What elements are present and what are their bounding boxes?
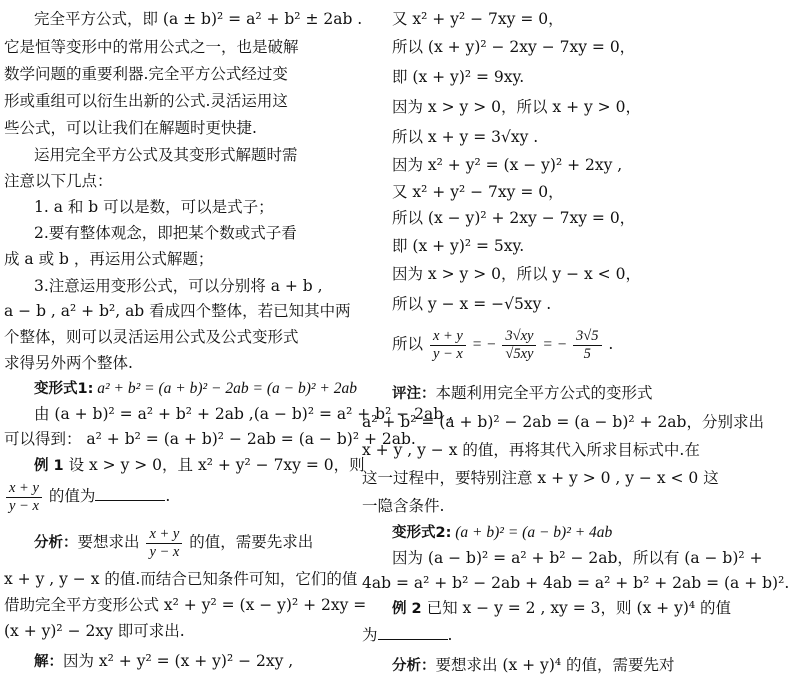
fraction-numerator: x + y — [146, 526, 182, 544]
result-fraction-1 — [430, 328, 466, 363]
analysis-1-text: 要想求出 — [77, 533, 145, 551]
example-1-text: 设 x > y > 0，且 x² + y² − 7xy = 0，则 — [63, 456, 365, 474]
variant-2-derivation-2: 4ab = a² + b² − 2ab + 4ab = a² + b² + 2ab = (a + b)². — [362, 574, 789, 592]
solution-1-label: 解： — [34, 654, 63, 670]
analysis-1-line-3: 借助完全平方变形公式 x² + y² = (x − y)² + 2xy = — [4, 596, 367, 614]
analysis-1-line-1 — [4, 524, 350, 562]
variant-1-heading — [4, 377, 357, 400]
comment-line-5: 一隐含条件. — [362, 497, 445, 515]
variant-1-label: 变形式1: — [34, 381, 94, 397]
solution-step-9: 即 (x + y)² = 5xy. — [392, 237, 525, 255]
variant-1-formula: a² + b² = (a + b)² − 2ab = (a − b)² + 2ab — [93, 380, 357, 397]
result-period: . — [603, 335, 614, 353]
solution-step-8: 所以 (x − y)² + 2xy − 7xy = 0， — [392, 209, 636, 227]
points-intro-line-1: 运用完全平方公式及其变形式解题时需 — [34, 146, 298, 164]
result-prefix: 所以 — [392, 335, 428, 353]
analysis-1-line-2: x + y , y − x 的值.而结合已知条件可知，它们的值 — [4, 570, 358, 588]
analysis-2-text: 要想求出 (x + y)⁴ 的值，需要先对 — [435, 656, 675, 674]
comment-label: 评注： — [392, 386, 436, 402]
answer-blank — [378, 625, 448, 640]
solution-step-11: 所以 y − x = −√5xy . — [392, 295, 552, 313]
solution-1-text: 因为 x² + y² = (x + y)² − 2xy , — [63, 652, 294, 670]
point-2-line-1: 2.要有整体观念，即把某个数或式子看 — [34, 224, 297, 242]
solution-step-10: 因为 x > y > 0，所以 y − x < 0， — [392, 265, 641, 283]
analysis-1-text-end: 的值，需要先求出 — [184, 533, 314, 551]
fraction-denominator: √5xy — [505, 345, 534, 362]
result-fraction-3 — [573, 328, 601, 363]
fraction-numerator: x + y — [430, 328, 466, 346]
result-equals-1: = − — [467, 336, 501, 353]
variant-1-result: 可以得到： a² + b² = (a + b)² − 2ab = (a − b)² + 2ab. — [4, 430, 416, 448]
solution-result — [362, 324, 698, 368]
variant-2-label: 变形式2: — [392, 525, 452, 541]
point-3-line-4: 求得另外两个整体. — [4, 354, 133, 372]
solution-step-6: 因为 x² + y² = (x − y)² + 2xy , — [392, 156, 623, 174]
fraction-denominator: y − x — [432, 345, 463, 362]
example-2-question: 为 — [362, 626, 378, 644]
result-equals-2: = − — [538, 336, 572, 353]
example-1-line-2 — [4, 478, 350, 516]
intro-line-3: 数学问题的重要利器.完全平方公式经过变 — [4, 65, 288, 83]
fraction-denominator: y − x — [149, 543, 180, 560]
example-1-period: . — [165, 487, 171, 505]
point-3-line-1: 3.注意运用变形公式，可以分别将 a + b , — [34, 277, 323, 295]
solution-step-4: 因为 x > y > 0，所以 x + y > 0， — [392, 98, 641, 116]
comment-line-2: a² + b² = (a + b)² − 2ab = (a − b)² + 2ab，分别求出 — [362, 413, 764, 431]
comment-line-3: x + y , y − x 的值，再将其代入所求目标式中.在 — [362, 441, 700, 459]
comment-line-4: 这一过程中，要特别注意 x + y > 0 , y − x < 0 这 — [362, 469, 719, 487]
comment-line-1 — [362, 382, 698, 405]
points-intro-line-2: 注意以下几点： — [4, 172, 113, 190]
fraction-numerator: 3√5 — [573, 328, 601, 346]
solution-step-2: 所以 (x + y)² − 2xy − 7xy = 0， — [392, 38, 636, 56]
intro-line-4: 形或重组可以衍生出新的公式.灵活运用这 — [4, 92, 288, 110]
result-fraction-2 — [502, 328, 536, 363]
example-2-label: 例 2 — [392, 601, 422, 617]
example-2-period: . — [447, 626, 453, 644]
point-2-line-2: 成 a 或 b ，再运用公式解题； — [4, 250, 214, 268]
analysis-1-label: 分析： — [34, 535, 78, 551]
example-2-line-1 — [362, 597, 732, 620]
variant-2-derivation-1: 因为 (a − b)² = a² + b² − 2ab，所以有 (a − b)² + — [392, 549, 763, 567]
point-1: 1. a 和 b 可以是数，可以是式子； — [34, 198, 274, 216]
analysis-1-line-4: (x + y)² − 2xy 即可求出. — [4, 622, 185, 640]
solution-step-7: 又 x² + y² − 7xy = 0， — [392, 183, 564, 201]
fraction-numerator: 3√xy — [502, 328, 536, 346]
example-2-line-2 — [362, 624, 698, 646]
variant-2-heading — [362, 521, 698, 544]
comment-text: 本题利用完全平方公式的变形式 — [435, 384, 653, 402]
fraction-numerator: x + y — [6, 480, 42, 498]
analysis-2-label: 分析： — [392, 658, 436, 674]
intro-line-5: 些公式，可以让我们在解题时更快捷. — [4, 119, 257, 137]
fraction-denominator: y − x — [9, 497, 39, 514]
intro-line-2: 它是恒等变形中的常用公式之一，也是破解 — [4, 38, 299, 56]
point-3-line-3: 个整体，则可以灵活运用公式及公式变形式 — [4, 328, 299, 346]
fraction-denominator: 5 — [583, 345, 591, 362]
solution-step-1: 又 x² + y² − 7xy = 0， — [392, 10, 564, 28]
solution-1-line-1 — [4, 650, 350, 673]
analysis-2-line-1 — [362, 654, 698, 677]
analysis-1-fraction — [146, 526, 182, 561]
variant-2-formula: (a + b)² = (a − b)² + 4ab — [451, 524, 613, 541]
solution-step-3: 即 (x + y)² = 9xy. — [392, 68, 525, 86]
variant-1-derivation: 由 (a + b)² = a² + b² + 2ab ,(a − b)² = a² + b² − 2ab , — [34, 405, 454, 423]
answer-blank — [95, 486, 165, 501]
solution-step-5: 所以 x + y = 3√xy . — [392, 128, 539, 146]
example-1-fraction — [6, 480, 42, 515]
intro-line-1: 完全平方公式，即 (a ± b)² = a² + b² ± 2ab . — [34, 10, 363, 28]
example-1-label: 例 1 — [34, 458, 64, 474]
example-2-text: 已知 x − y = 2 , xy = 3，则 (x + y)⁴ 的值 — [421, 599, 732, 617]
example-1-question: 的值为 — [43, 487, 96, 505]
example-1-line-1 — [4, 454, 365, 477]
point-3-line-2: a − b , a² + b², ab 看成四个整体，若已知其中两 — [4, 302, 351, 320]
